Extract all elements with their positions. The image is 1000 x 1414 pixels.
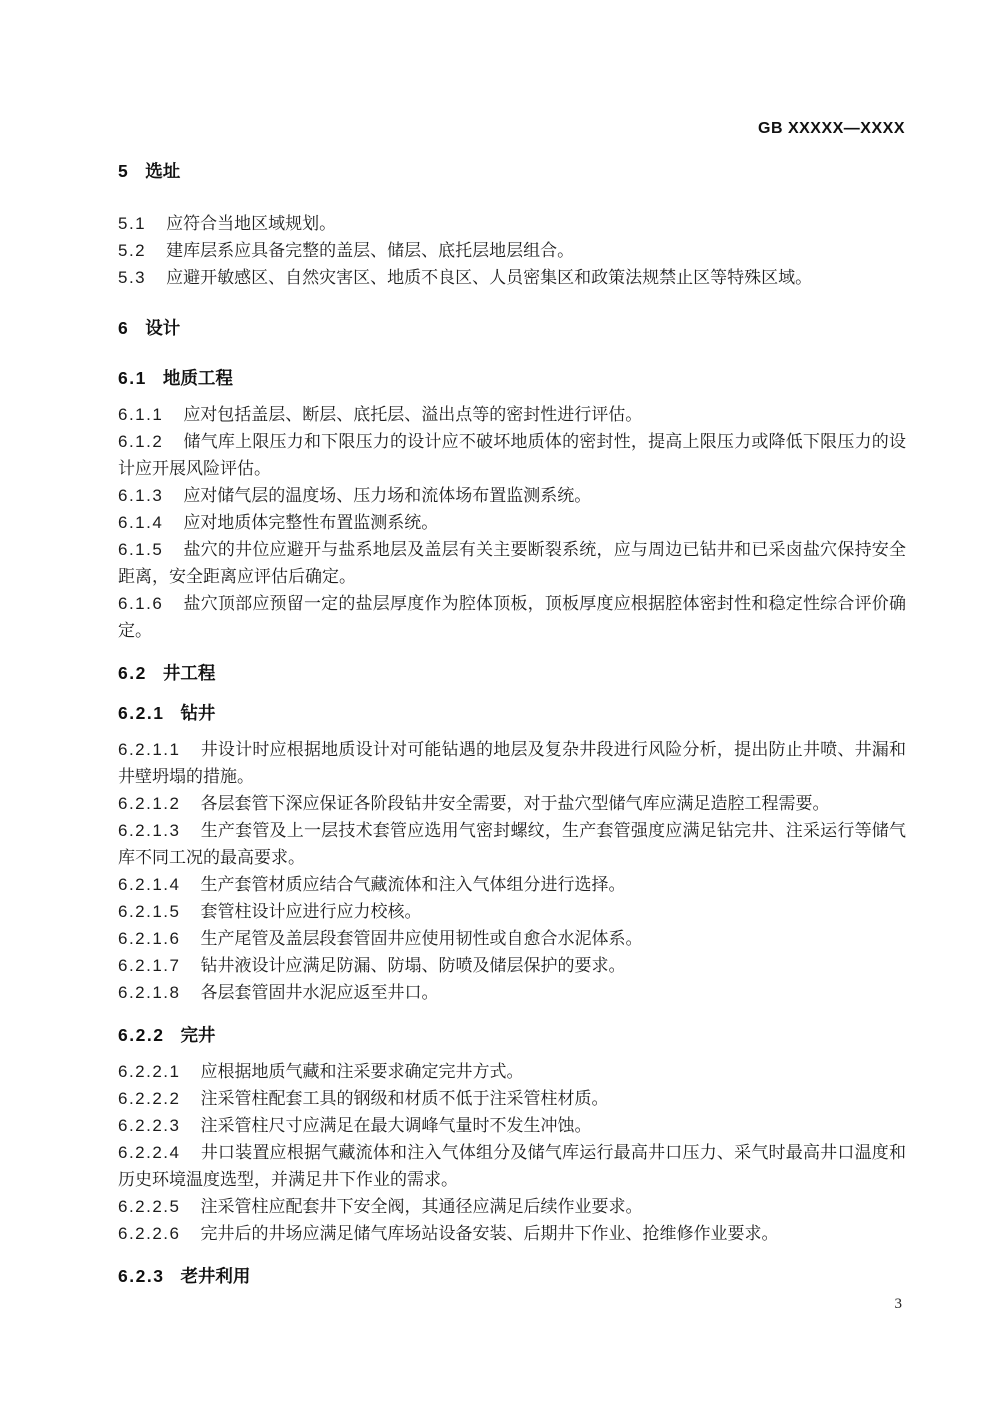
clause-number: 5.1: [118, 214, 147, 233]
section-heading-6: [118, 317, 906, 339]
clause-6-2-1-5: [118, 898, 906, 925]
section-number: 6.2: [118, 663, 147, 683]
clause-text: 盐穴顶部应预留一定的盐层厚度作为腔体顶板，顶板厚度应根据腔体密封性和稳定性综合评价确定。: [118, 594, 906, 640]
clause-number: 6.2.1.8: [118, 983, 181, 1002]
clause-number: 5.3: [118, 268, 147, 287]
section-heading-6-1: [118, 367, 906, 389]
clause-number: 6.2.2.2: [118, 1089, 181, 1108]
clause-number: 6.1.2: [118, 432, 164, 451]
section-heading-6-2-1: [118, 702, 906, 724]
clause-number: 6.2.2.1: [118, 1062, 181, 1081]
clause-number: 6.2.1.7: [118, 956, 181, 975]
clause-text: 储气库上限压力和下限压力的设计应不破坏地质体的密封性，提高上限压力或降低下限压力的设计应开展风险评估。: [118, 432, 906, 478]
clause-text: 生产套管材质应结合气藏流体和注入气体组分进行选择。: [200, 875, 626, 894]
standard-number-header: GB XXXXX—XXXX: [758, 120, 905, 137]
clause-6-2-1-3: [118, 817, 906, 871]
clause-text: 生产尾管及盖层段套管固井应使用韧性或自愈合水泥体系。: [200, 929, 643, 948]
clause-6-2-2-1: [118, 1058, 906, 1085]
clause-number: 6.1.4: [118, 513, 164, 532]
clause-text: 井口装置应根据气藏流体和注入气体组分及储气库运行最高井口压力、采气时最高井口温度和历史环境温度选型，并满足井下作业的需求。: [118, 1143, 906, 1189]
section-number: 6.2.3: [118, 1266, 165, 1286]
clause-number: 6.2.1.3: [118, 821, 181, 840]
clause-6-2-1-2: [118, 790, 906, 817]
section-number: 6.1: [118, 368, 147, 388]
section-number: 6: [118, 318, 130, 338]
clause-text: 注采管柱尺寸应满足在最大调峰气量时不发生冲蚀。: [200, 1116, 592, 1135]
section-title: 钻井: [180, 703, 216, 723]
clause-6-1-5: [118, 536, 906, 590]
clause-number: 6.1.1: [118, 405, 164, 424]
clause-number: 6.2.1.4: [118, 875, 181, 894]
section-title: 设计: [145, 318, 181, 338]
clause-text: 套管柱设计应进行应力校核。: [200, 902, 422, 921]
clause-number: 6.2.2.3: [118, 1116, 181, 1135]
clause-text: 盐穴的井位应避开与盐系地层及盖层有关主要断裂系统，应与周边已钻井和已采卤盐穴保持安全距离，安全距离应评估后确定。: [118, 540, 906, 586]
clause-text: 应根据地质气藏和注采要求确定完井方式。: [200, 1062, 524, 1081]
clause-number: 6.2.1.6: [118, 929, 181, 948]
clause-6-2-2-4: [118, 1139, 906, 1193]
clause-6-1-1: [118, 401, 906, 428]
clause-number: 6.2.1.5: [118, 902, 181, 921]
clause-text: 应对地质体完整性布置监测系统。: [183, 513, 439, 532]
clause-text: 应对包括盖层、断层、底托层、溢出点等的密封性进行评估。: [183, 405, 643, 424]
clause-6-1-3: [118, 482, 906, 509]
section-title: 地质工程: [162, 368, 233, 388]
clause-number: 6.1.3: [118, 486, 164, 505]
clause-6-2-1-6: [118, 925, 906, 952]
section-title: 井工程: [162, 663, 216, 683]
clause-text: 井设计时应根据地质设计对可能钻遇的地层及复杂井段进行风险分析，提出防止井喷、井漏和井壁坍塌的措施。: [118, 740, 906, 786]
clause-text: 钻井液设计应满足防漏、防塌、防喷及储层保护的要求。: [200, 956, 626, 975]
clause-text: 应避开敏感区、自然灾害区、地质不良区、人员密集区和政策法规禁止区等特殊区域。: [166, 268, 813, 287]
clause-text: 各层套管固井水泥应返至井口。: [200, 983, 439, 1002]
section-heading-6-2: [118, 662, 906, 684]
section-number: 6.2.1: [118, 703, 165, 723]
section-title: 完井: [180, 1025, 216, 1045]
clause-number: 6.2.2.4: [118, 1143, 181, 1162]
clause-6-1-2: [118, 428, 906, 482]
clause-6-1-6: [118, 590, 906, 644]
section-title: 选址: [145, 161, 181, 181]
clause-text: 注采管柱配套工具的钢级和材质不低于注采管柱材质。: [200, 1089, 609, 1108]
clause-6-2-1-1: [118, 736, 906, 790]
clause-number: 6.2.1.2: [118, 794, 181, 813]
clause-number: 6.1.5: [118, 540, 164, 559]
clause-text: 各层套管下深应保证各阶段钻井安全需要，对于盐穴型储气库应满足造腔工程需要。: [200, 794, 830, 813]
clause-number: 6.2.2.5: [118, 1197, 181, 1216]
clause-6-2-2-6: [118, 1220, 906, 1247]
section-title: 老井利用: [180, 1266, 251, 1286]
section-number: 6.2.2: [118, 1025, 165, 1045]
clause-text: 注采管柱应配套井下安全阀，其通径应满足后续作业要求。: [200, 1197, 643, 1216]
clause-5-1: [118, 210, 906, 237]
clause-5-3: [118, 264, 906, 291]
clause-6-2-1-8: [118, 979, 906, 1006]
clause-6-2-2-5: [118, 1193, 906, 1220]
clause-6-1-4: [118, 509, 906, 536]
clause-text: 应对储气层的温度场、压力场和流体场布置监测系统。: [183, 486, 592, 505]
clause-5-2: [118, 237, 906, 264]
section-number: 5: [118, 161, 130, 181]
clause-text: 建库层系应具备完整的盖层、储层、底托层地层组合。: [166, 241, 575, 260]
section-heading-6-2-2: [118, 1024, 906, 1046]
page-number: 3: [894, 1296, 902, 1312]
clause-text: 生产套管及上一层技术套管应选用气密封螺纹，生产套管强度应满足钻完井、注采运行等储气库不同工况的最高要求。: [118, 821, 906, 867]
clause-number: 6.2.1.1: [118, 740, 181, 759]
clause-6-2-2-3: [118, 1112, 906, 1139]
section-heading-5: [118, 160, 906, 182]
clause-text: 完井后的井场应满足储气库场站设备安装、后期井下作业、抢维修作业要求。: [200, 1224, 779, 1243]
clause-6-2-2-2: [118, 1085, 906, 1112]
document-content: [118, 160, 906, 1299]
clause-6-2-1-4: [118, 871, 906, 898]
clause-number: 6.1.6: [118, 594, 164, 613]
clause-number: 6.2.2.6: [118, 1224, 181, 1243]
clause-6-2-1-7: [118, 952, 906, 979]
clause-number: 5.2: [118, 241, 147, 260]
clause-text: 应符合当地区域规划。: [166, 214, 337, 233]
section-heading-6-2-3: [118, 1265, 906, 1287]
